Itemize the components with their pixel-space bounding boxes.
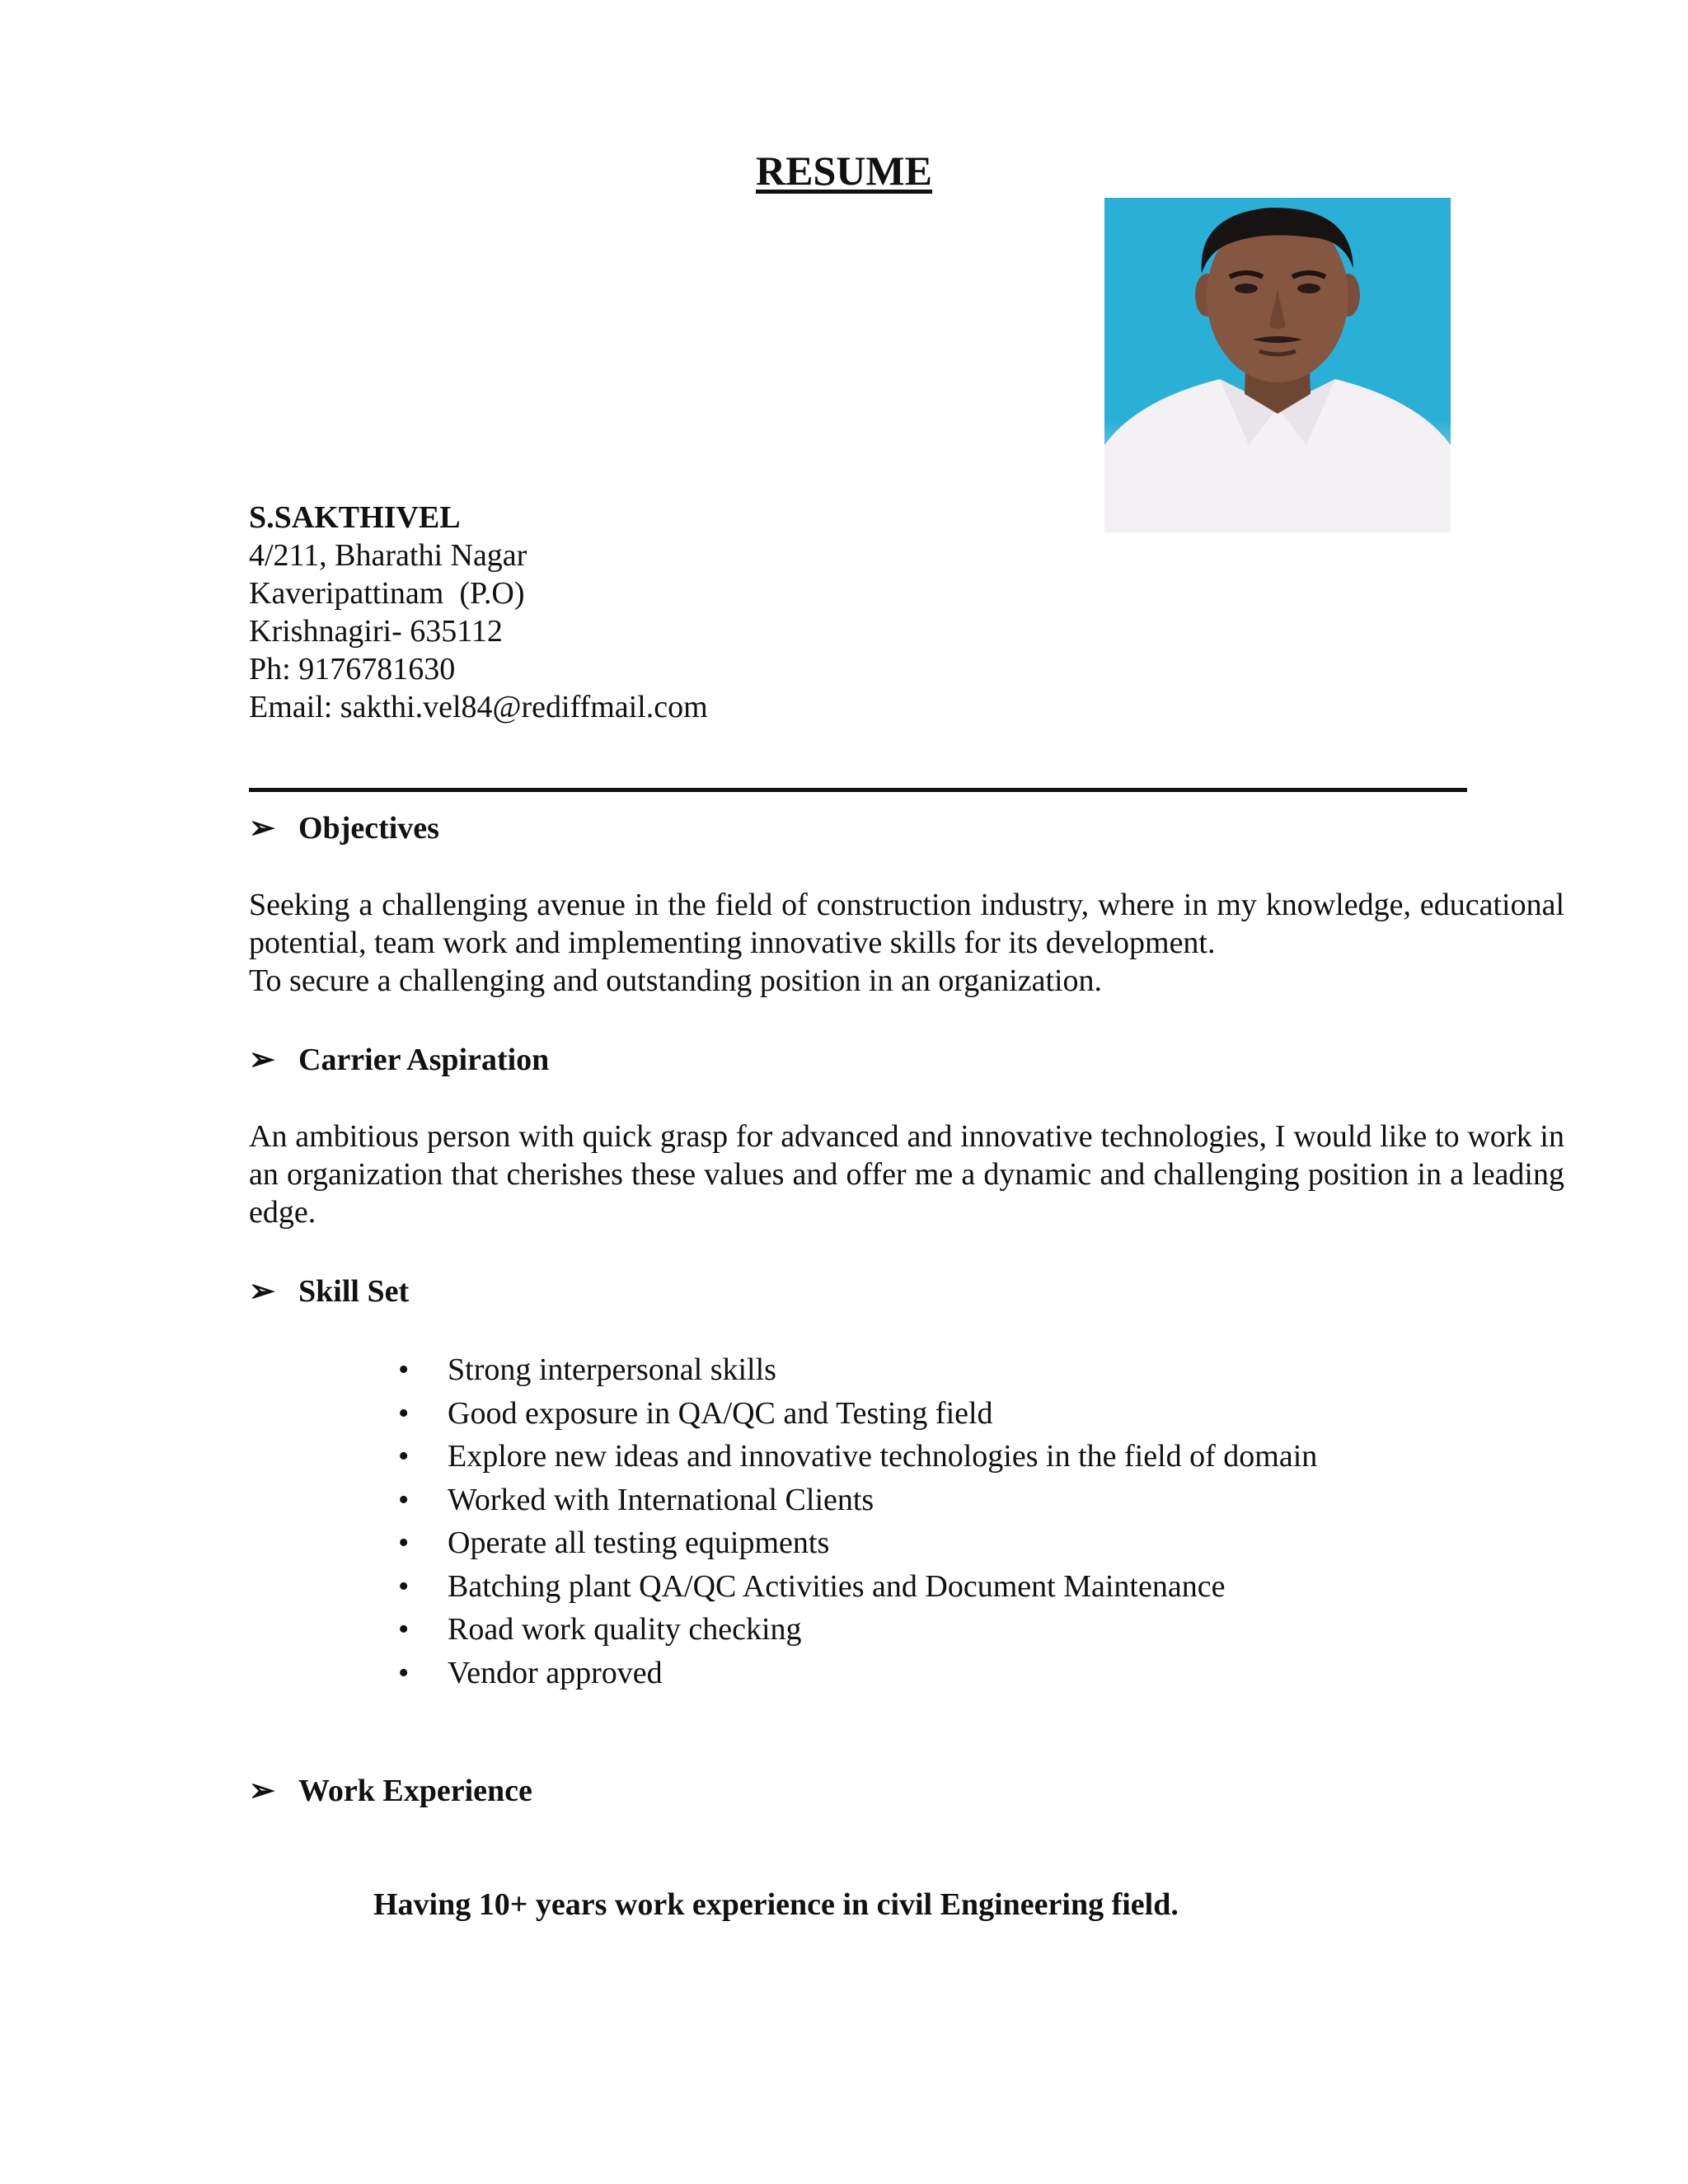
horizontal-divider: [249, 788, 1467, 792]
address-line-2: Kaveripattinam (P.O): [249, 576, 525, 611]
list-item: • Strong interpersonal skills: [392, 1348, 1317, 1392]
arrow-bullet-icon: ➢: [249, 1274, 275, 1309]
experience-summary: Having 10+ years work experience in civil Engineering field.: [373, 1887, 1179, 1922]
section-heading-aspiration: [249, 1041, 549, 1079]
objectives-paragraph-1: Seeking a challenging avenue in the field of construction industry, where in my knowledge, educational potential, team work and implementing innovative skills for its development.: [249, 888, 1564, 960]
profile-photo: [1104, 198, 1451, 532]
list-item: • Batching plant QA/QC Activities and Document Maintenance: [392, 1565, 1317, 1609]
experience-heading-label: Work Experience: [298, 1774, 532, 1808]
section-heading-experience: [249, 1772, 532, 1810]
list-item: • Vendor approved: [392, 1652, 1317, 1695]
aspiration-heading-label: Carrier Aspiration: [298, 1043, 550, 1077]
objectives-heading-label: Objectives: [298, 811, 439, 846]
address-line-3: Krishnagiri- 635112: [249, 614, 503, 649]
objectives-text: [249, 886, 1564, 1000]
list-item: • Worked with International Clients: [392, 1479, 1317, 1522]
contact-block: [249, 499, 708, 726]
candidate-name: S.SAKTHIVEL: [249, 500, 461, 535]
list-item: • Operate all testing equipments: [392, 1521, 1317, 1565]
arrow-bullet-icon: ➢: [249, 1774, 275, 1808]
objectives-paragraph-2: To secure a challenging and outstanding position in an organization.: [249, 963, 1103, 998]
aspiration-paragraph: An ambitious person with quick grasp for advanced and innovative technologies, I would like to work in an organization that cherishes these values and offer me a dynamic and challenging position in a leading edge.: [249, 1119, 1564, 1230]
address-line-1: 4/211, Bharathi Nagar: [249, 538, 528, 573]
email-address: Email: sakthi.vel84@rediffmail.com: [249, 690, 708, 724]
list-item: • Explore new ideas and innovative technologies in the field of domain: [392, 1435, 1317, 1479]
list-item: • Good exposure in QA/QC and Testing field: [392, 1392, 1317, 1436]
section-heading-objectives: [249, 809, 439, 847]
arrow-bullet-icon: ➢: [249, 811, 275, 846]
document-title: RESUME: [756, 148, 932, 194]
aspiration-text: [249, 1118, 1564, 1231]
arrow-bullet-icon: ➢: [249, 1043, 275, 1077]
skills-list: [392, 1348, 1317, 1694]
list-item: • Road work quality checking: [392, 1608, 1317, 1652]
section-heading-skills: [249, 1272, 409, 1310]
skills-heading-label: Skill Set: [298, 1274, 410, 1309]
phone-number: Ph: 9176781630: [249, 652, 456, 687]
